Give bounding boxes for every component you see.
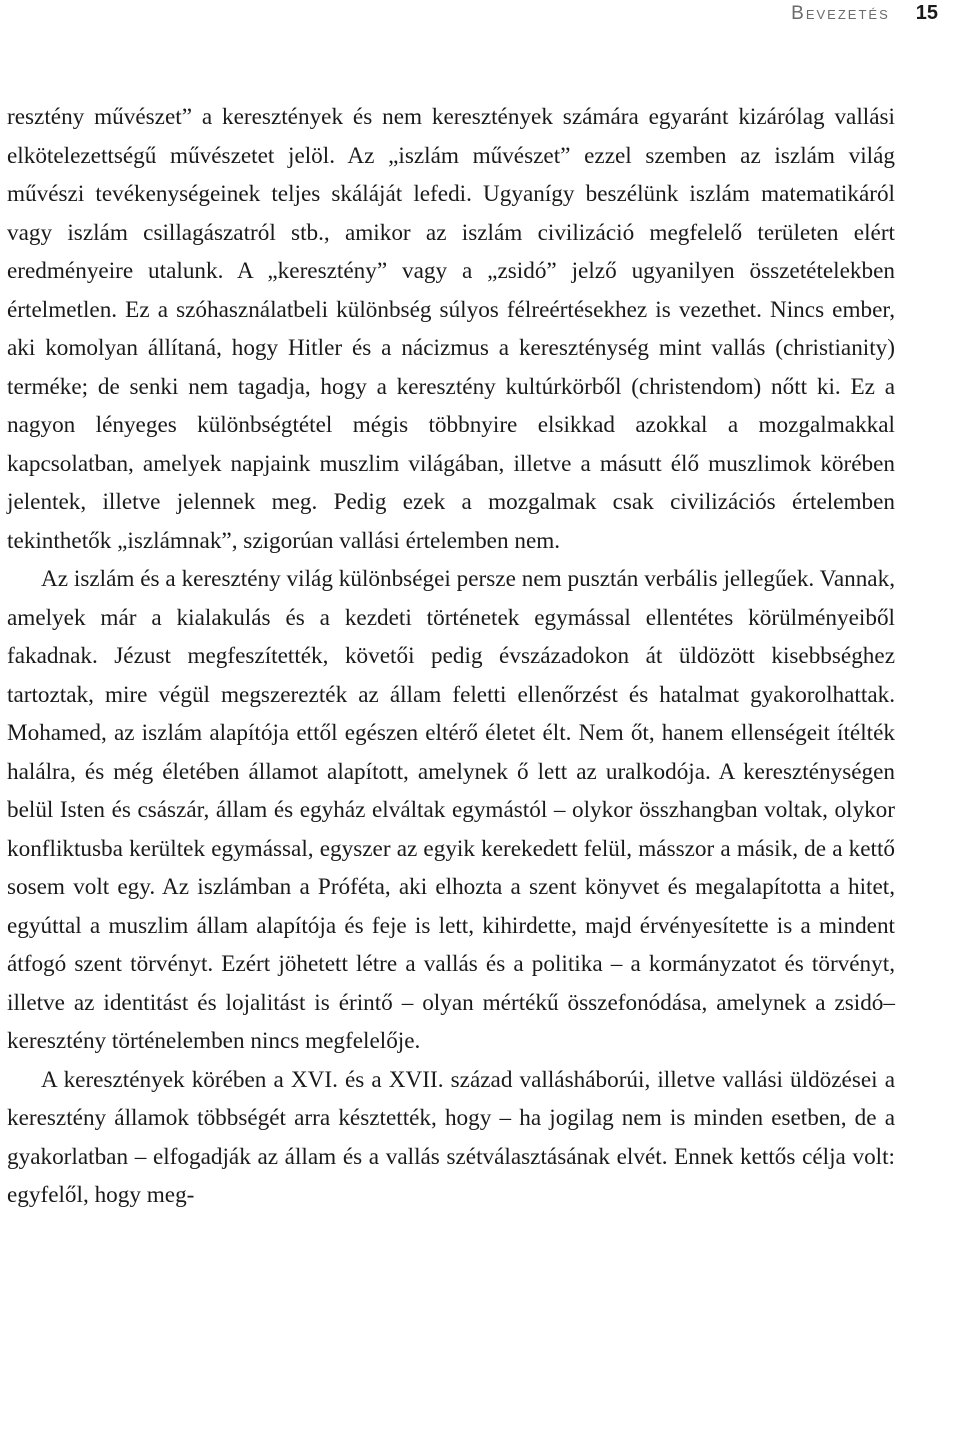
page-number: 15 — [915, 2, 938, 24]
body-text — [7, 98, 895, 1215]
running-head — [791, 2, 938, 25]
running-head-section-title: Bevezetés — [791, 3, 890, 24]
paragraph-3: A keresztények körében a XVI. és a XVII. század vallásháborúi, illetve vallási üldözései a keresztény államok többségét arra késztették, hogy – ha jogilag nem is minden esetben, de a gyakorlatban – elfogadják az állam és a vallás szétválasztásának elvét. Ennek kettős célja volt: egyfelől, hogy meg- — [7, 1066, 895, 1208]
paragraph-1: resztény művészet” a keresztények és nem keresztények számára egyaránt kizárólag vallási elkötelezettségű művészetet jelöl. Az „iszlám művészet” ezzel szemben az iszlám világ művészi tevékenységeinek teljes skáláját lefedi. Ugyanígy beszélünk iszlám matematikáról vagy iszlám csillagászatról stb., amikor az iszlám civilizáció megfelelő területen elért eredményeire utalunk. A „keresztény” vagy a „zsidó” jelző ugyanilyen összetételekben értelmetlen. Ez a szóhasználatbeli különbség súlyos félreértésekhez is vezethet. Nincs ember, aki komolyan állítaná, hogy Hitler és a nácizmus a kereszténység mint vallás (christianity) terméke; de senki nem tagadja, hogy a keresztény kultúrkörből (christendom) nőtt ki. Ez a nagyon lényeges különbségtétel mégis többnyire elsikkad azokkal a mozgalmakkal kapcsolatban, amelyek napjaink muszlim világában, illetve a másutt élő muszlimok körében jelentek, illetve jelennek meg. Pedig ezek a mozgalmak csak civilizációs értelemben tekinthetők „iszlámnak”, szigorúan vallási értelemben nem. — [7, 104, 895, 554]
paragraph-2: Az iszlám és a keresztény világ különbségei persze nem pusztán verbális jellegűek. Vannak, amelyek már a kialakulás és a kezdeti történetek egymással ellentétes körülményeiből fakadnak. Jézust megfeszítették, követői pedig évszázadokon át üldözött kisebbséghez tartoztak, mire végül megszerezték az állam feletti ellenőrzést és hatalmat gyakorolhattak. Mohamed, az iszlám alapítója ettől egészen eltérő életet élt. Nem őt, hanem ellenségeit ítélték halálra, és még életében államot alapított, amelynek ő lett az uralkodója. A kereszténységen belül Isten és császár, állam és egyház elváltak egymástól – olykor összhangban voltak, olykor konfliktusba kerültek egymással, egyszer az egyik kerekedett felül, másszor a másik, de a kettő sosem volt egy. Az iszlámban a Próféta, aki elhozta a szent könyvet és megalapította a hitet, egyúttal a muszlim állam alapítója és feje is lett, kihirdette, majd érvényesítette is a mindent átfogó szent törvényt. Ezért jöhetett létre a vallás és a politika – a kormányzatot és törvényt, illetve az identitást és lojalitást is érintő – olyan mértékű összefonódása, amelynek a zsidó–keresztény történelemben nincs megfelelője. — [7, 566, 895, 1054]
